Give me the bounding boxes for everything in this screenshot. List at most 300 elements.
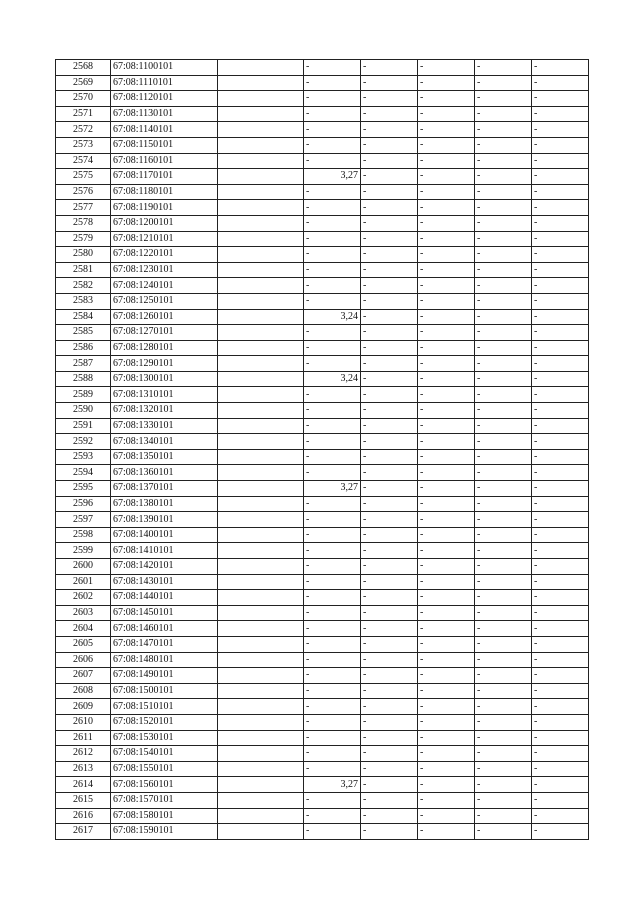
empty-cell [218,730,304,746]
dash-cell: - [532,340,589,356]
dash-cell: - [304,153,361,169]
dash-cell: - [418,683,475,699]
cadastral-code-cell: 67:08:1240101 [111,278,218,294]
empty-cell [218,574,304,590]
table-row [56,730,589,746]
row-number-cell: 2601 [56,574,111,590]
empty-cell [218,293,304,309]
dash-cell: - [418,325,475,341]
table-row [56,652,589,668]
dash-cell: - [532,262,589,278]
cadastral-code-cell: 67:08:1190101 [111,200,218,216]
table-row [56,262,589,278]
dash-cell: - [532,356,589,372]
dash-cell: - [361,122,418,138]
dash-cell: - [532,106,589,122]
dash-cell: - [304,200,361,216]
row-number-cell: 2568 [56,60,111,76]
cadastral-code-cell: 67:08:1490101 [111,668,218,684]
row-number-cell: 2607 [56,668,111,684]
cadastral-code-cell: 67:08:1210101 [111,231,218,247]
empty-cell [218,122,304,138]
cadastral-code-cell: 67:08:1250101 [111,293,218,309]
dash-cell: - [475,590,532,606]
value-cell: 3,24 [304,371,361,387]
dash-cell: - [304,418,361,434]
dash-cell: - [475,137,532,153]
empty-cell [218,590,304,606]
table-row [56,746,589,762]
dash-cell: - [418,75,475,91]
dash-cell: - [304,605,361,621]
empty-cell [218,137,304,153]
dash-cell: - [475,387,532,403]
dash-cell: - [532,777,589,793]
row-number-cell: 2608 [56,683,111,699]
table-row [56,371,589,387]
dash-cell: - [475,106,532,122]
cadastral-code-cell: 67:08:1110101 [111,75,218,91]
dash-cell: - [532,215,589,231]
dash-cell: - [532,730,589,746]
dash-cell: - [475,792,532,808]
cadastral-code-cell: 67:08:1180101 [111,184,218,200]
dash-cell: - [361,824,418,840]
dash-cell: - [475,434,532,450]
empty-cell [218,512,304,528]
cadastral-code-cell: 67:08:1150101 [111,137,218,153]
cadastral-code-cell: 67:08:1440101 [111,590,218,606]
table-row [56,465,589,481]
empty-cell [218,91,304,107]
table-row [56,356,589,372]
dash-cell: - [475,621,532,637]
dash-cell: - [418,746,475,762]
table-row [56,91,589,107]
dash-cell: - [418,293,475,309]
dash-cell: - [418,761,475,777]
cadastral-code-cell: 67:08:1430101 [111,574,218,590]
dash-cell: - [475,465,532,481]
empty-cell [218,231,304,247]
dash-cell: - [475,293,532,309]
dash-cell: - [532,683,589,699]
cadastral-code-cell: 67:08:1530101 [111,730,218,746]
empty-cell [218,714,304,730]
row-number-cell: 2589 [56,387,111,403]
row-number-cell: 2576 [56,184,111,200]
empty-cell [218,652,304,668]
dash-cell: - [475,652,532,668]
empty-cell [218,387,304,403]
dash-cell: - [304,75,361,91]
dash-cell: - [475,356,532,372]
dash-cell: - [532,309,589,325]
table-row [56,325,589,341]
dash-cell: - [418,496,475,512]
cadastral-code-cell: 67:08:1340101 [111,434,218,450]
table-row [56,481,589,497]
row-number-cell: 2612 [56,746,111,762]
dash-cell: - [418,512,475,528]
dash-cell: - [418,777,475,793]
dash-cell: - [532,449,589,465]
table-row [56,387,589,403]
empty-cell [218,559,304,575]
dash-cell: - [418,714,475,730]
table-row [56,215,589,231]
dash-cell: - [361,761,418,777]
row-number-cell: 2617 [56,824,111,840]
empty-cell [218,496,304,512]
dash-cell: - [475,122,532,138]
dash-cell: - [418,60,475,76]
dash-cell: - [532,169,589,185]
table-row [56,792,589,808]
cadastral-code-cell: 67:08:1100101 [111,60,218,76]
dash-cell: - [304,652,361,668]
empty-cell [218,746,304,762]
dash-cell: - [532,668,589,684]
dash-cell: - [418,636,475,652]
dash-cell: - [361,231,418,247]
empty-cell [218,777,304,793]
row-number-cell: 2577 [56,200,111,216]
empty-cell [218,761,304,777]
dash-cell: - [304,434,361,450]
dash-cell: - [475,824,532,840]
dash-cell: - [532,75,589,91]
row-number-cell: 2602 [56,590,111,606]
dash-cell: - [475,512,532,528]
dash-cell: - [532,325,589,341]
dash-cell: - [475,543,532,559]
table-row [56,683,589,699]
dash-cell: - [418,730,475,746]
row-number-cell: 2572 [56,122,111,138]
dash-cell: - [475,481,532,497]
row-number-cell: 2585 [56,325,111,341]
cadastral-code-cell: 67:08:1550101 [111,761,218,777]
dash-cell: - [304,621,361,637]
dash-cell: - [532,824,589,840]
dash-cell: - [532,418,589,434]
dash-cell: - [475,527,532,543]
row-number-cell: 2599 [56,543,111,559]
dash-cell: - [418,122,475,138]
empty-cell [218,340,304,356]
dash-cell: - [304,465,361,481]
dash-cell: - [361,262,418,278]
table-row [56,621,589,637]
dash-cell: - [532,574,589,590]
cadastral-code-cell: 67:08:1290101 [111,356,218,372]
dash-cell: - [361,325,418,341]
dash-cell: - [361,512,418,528]
dash-cell: - [532,714,589,730]
empty-cell [218,262,304,278]
dash-cell: - [532,636,589,652]
dash-cell: - [532,590,589,606]
cadastral-code-cell: 67:08:1420101 [111,559,218,575]
dash-cell: - [304,356,361,372]
dash-cell: - [361,91,418,107]
table-row [56,824,589,840]
dash-cell: - [418,169,475,185]
table-row [56,200,589,216]
empty-cell [218,699,304,715]
dash-cell: - [532,122,589,138]
table-row [56,340,589,356]
dash-cell: - [475,91,532,107]
cadastral-code-cell: 67:08:1520101 [111,714,218,730]
table-row [56,714,589,730]
empty-cell [218,184,304,200]
empty-cell [218,309,304,325]
table-row [56,668,589,684]
value-cell: 3,27 [304,481,361,497]
row-number-cell: 2598 [56,527,111,543]
empty-cell [218,527,304,543]
dash-cell: - [532,699,589,715]
dash-cell: - [418,792,475,808]
row-number-cell: 2603 [56,605,111,621]
dash-cell: - [361,636,418,652]
dash-cell: - [361,449,418,465]
row-number-cell: 2596 [56,496,111,512]
dash-cell: - [475,559,532,575]
dash-cell: - [361,403,418,419]
empty-cell [218,247,304,263]
dash-cell: - [361,309,418,325]
dash-cell: - [532,200,589,216]
dash-cell: - [532,91,589,107]
dash-cell: - [361,215,418,231]
row-number-cell: 2588 [56,371,111,387]
row-number-cell: 2584 [56,309,111,325]
empty-cell [218,792,304,808]
dash-cell: - [532,371,589,387]
row-number-cell: 2581 [56,262,111,278]
dash-cell: - [304,403,361,419]
empty-cell [218,465,304,481]
table-row [56,808,589,824]
dash-cell: - [304,184,361,200]
table-row [56,449,589,465]
dash-cell: - [418,808,475,824]
dash-cell: - [418,340,475,356]
empty-cell [218,371,304,387]
dash-cell: - [361,543,418,559]
table-row [56,231,589,247]
dash-cell: - [418,621,475,637]
dash-cell: - [532,184,589,200]
table-row [56,636,589,652]
empty-cell [218,169,304,185]
dash-cell: - [304,824,361,840]
dash-cell: - [532,605,589,621]
dash-cell: - [418,371,475,387]
empty-cell [218,808,304,824]
table-row [56,247,589,263]
cadastral-code-cell: 67:08:1450101 [111,605,218,621]
dash-cell: - [361,699,418,715]
dash-cell: - [532,808,589,824]
dash-cell: - [418,652,475,668]
dash-cell: - [304,278,361,294]
table-row [56,418,589,434]
dash-cell: - [361,75,418,91]
dash-cell: - [532,60,589,76]
dash-cell: - [304,792,361,808]
dash-cell: - [361,730,418,746]
empty-cell [218,60,304,76]
dash-cell: - [304,746,361,762]
dash-cell: - [304,122,361,138]
dash-cell: - [475,777,532,793]
dash-cell: - [418,668,475,684]
dash-cell: - [418,403,475,419]
dash-cell: - [361,153,418,169]
dash-cell: - [532,278,589,294]
dash-cell: - [418,278,475,294]
cadastral-code-cell: 67:08:1510101 [111,699,218,715]
dash-cell: - [304,293,361,309]
dash-cell: - [361,652,418,668]
row-number-cell: 2604 [56,621,111,637]
dash-cell: - [475,668,532,684]
dash-cell: - [418,590,475,606]
dash-cell: - [475,215,532,231]
empty-cell [218,215,304,231]
dash-cell: - [361,683,418,699]
cadastral-code-cell: 67:08:1320101 [111,403,218,419]
empty-cell [218,543,304,559]
row-number-cell: 2586 [56,340,111,356]
dash-cell: - [532,496,589,512]
dash-cell: - [418,605,475,621]
cadastral-code-cell: 67:08:1280101 [111,340,218,356]
dash-cell: - [361,418,418,434]
dash-cell: - [304,215,361,231]
table-row [56,496,589,512]
row-number-cell: 2613 [56,761,111,777]
dash-cell: - [304,496,361,512]
empty-cell [218,636,304,652]
dash-cell: - [532,527,589,543]
cadastral-code-cell: 67:08:1140101 [111,122,218,138]
dash-cell: - [361,184,418,200]
dash-cell: - [532,137,589,153]
dash-cell: - [304,683,361,699]
row-number-cell: 2575 [56,169,111,185]
dash-cell: - [418,153,475,169]
cadastral-code-cell: 67:08:1230101 [111,262,218,278]
dash-cell: - [418,699,475,715]
cadastral-code-cell: 67:08:1500101 [111,683,218,699]
dash-cell: - [304,449,361,465]
dash-cell: - [361,808,418,824]
empty-cell [218,605,304,621]
empty-cell [218,153,304,169]
dash-cell: - [532,434,589,450]
row-number-cell: 2578 [56,215,111,231]
empty-cell [218,75,304,91]
dash-cell: - [304,699,361,715]
dash-cell: - [475,496,532,512]
dash-cell: - [475,730,532,746]
dash-cell: - [304,808,361,824]
row-number-cell: 2615 [56,792,111,808]
dash-cell: - [532,761,589,777]
cadastral-code-cell: 67:08:1220101 [111,247,218,263]
dash-cell: - [475,761,532,777]
dash-cell: - [361,60,418,76]
dash-cell: - [418,262,475,278]
cadastral-code-cell: 67:08:1310101 [111,387,218,403]
row-number-cell: 2582 [56,278,111,294]
row-number-cell: 2574 [56,153,111,169]
row-number-cell: 2606 [56,652,111,668]
dash-cell: - [361,746,418,762]
dash-cell: - [475,683,532,699]
table-row [56,574,589,590]
dash-cell: - [532,153,589,169]
dash-cell: - [361,777,418,793]
dash-cell: - [304,340,361,356]
dash-cell: - [475,60,532,76]
row-number-cell: 2616 [56,808,111,824]
dash-cell: - [475,340,532,356]
dash-cell: - [361,137,418,153]
dash-cell: - [475,449,532,465]
dash-cell: - [418,824,475,840]
row-number-cell: 2611 [56,730,111,746]
table-row [56,278,589,294]
row-number-cell: 2590 [56,403,111,419]
dash-cell: - [475,714,532,730]
dash-cell: - [361,496,418,512]
dash-cell: - [532,247,589,263]
row-number-cell: 2600 [56,559,111,575]
dash-cell: - [418,465,475,481]
dash-cell: - [304,714,361,730]
table-row [56,403,589,419]
dash-cell: - [361,340,418,356]
table-row [56,543,589,559]
dash-cell: - [475,808,532,824]
dash-cell: - [361,371,418,387]
dash-cell: - [532,231,589,247]
dash-cell: - [361,574,418,590]
table-body [56,60,589,840]
empty-cell [218,200,304,216]
cadastral-code-cell: 67:08:1470101 [111,636,218,652]
table-row [56,699,589,715]
row-number-cell: 2594 [56,465,111,481]
cadastral-code-cell: 67:08:1570101 [111,792,218,808]
row-number-cell: 2583 [56,293,111,309]
empty-cell [218,621,304,637]
dash-cell: - [532,403,589,419]
dash-cell: - [304,91,361,107]
table-row [56,761,589,777]
table-row [56,60,589,76]
dash-cell: - [361,590,418,606]
row-number-cell: 2597 [56,512,111,528]
dash-cell: - [304,247,361,263]
cadastral-code-cell: 67:08:1170101 [111,169,218,185]
